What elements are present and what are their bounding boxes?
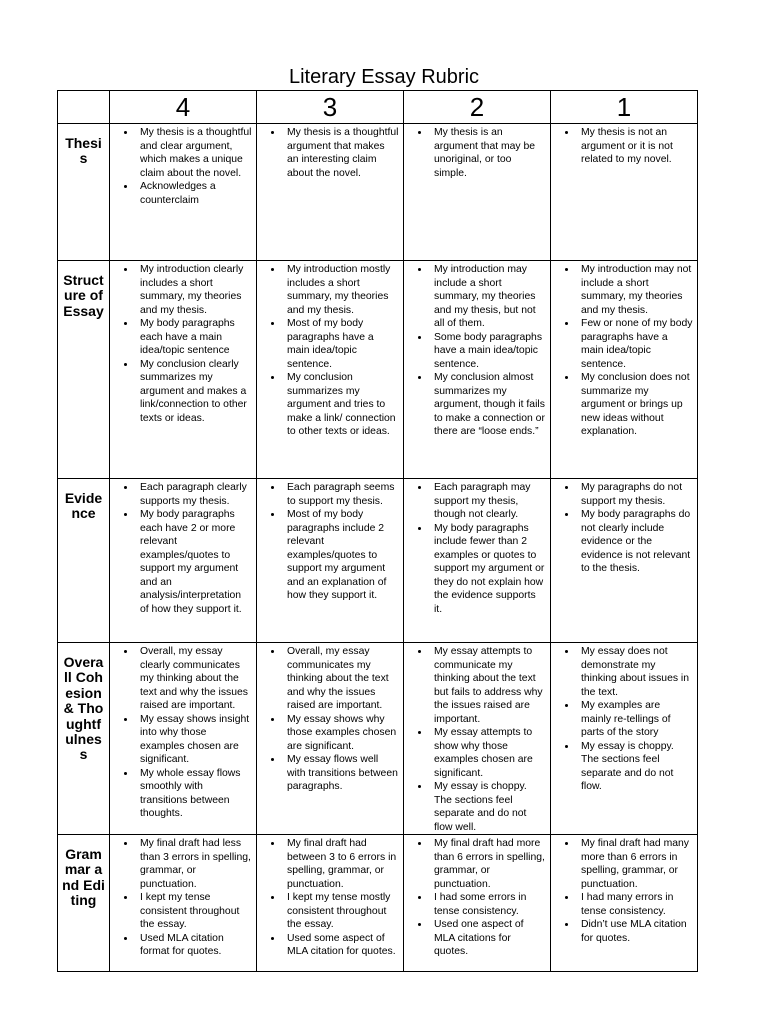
descriptor-item: • My final draft had between 3 to 6 errors in spelling, grammar, or punctuation. bbox=[283, 837, 399, 891]
rubric-cell-score-1 bbox=[551, 479, 698, 643]
rubric-cell-score-1 bbox=[551, 835, 698, 972]
score-header-1: 1 bbox=[551, 91, 698, 124]
descriptor-item: • Overall, my essay clearly communicates my thinking about the text and why the issues raised are important. bbox=[136, 645, 252, 713]
criterion-label: Grammar and Editing bbox=[58, 835, 110, 972]
descriptor-list bbox=[404, 643, 550, 834]
descriptor-item: • My body paragraphs do not clearly include evidence or the evidence is not relevant to the thesis. bbox=[577, 508, 693, 576]
page-title: Literary Essay Rubric bbox=[288, 66, 480, 88]
descriptor-item: • My whole essay flows smoothly with transitions between thoughts. bbox=[136, 767, 252, 821]
descriptor-list bbox=[257, 261, 403, 439]
descriptor-item: • My paragraphs do not support my thesis. bbox=[577, 481, 693, 508]
descriptor-item: • Each paragraph may support my thesis, though not clearly. bbox=[430, 481, 546, 522]
descriptor-item: • Few or none of my body paragraphs have a main idea/topic sentence. bbox=[577, 317, 693, 371]
rubric-cell-score-1 bbox=[551, 261, 698, 479]
descriptor-list bbox=[257, 643, 403, 794]
descriptor-list bbox=[257, 479, 403, 603]
descriptor-item: • My thesis is a thoughtful and clear argument, which makes a unique claim about the novel. bbox=[136, 126, 252, 180]
descriptor-list bbox=[404, 124, 550, 180]
rubric-body bbox=[58, 124, 698, 972]
descriptor-list bbox=[110, 261, 256, 425]
descriptor-item: • My final draft had less than 3 errors in spelling, grammar, or punctuation. bbox=[136, 837, 252, 891]
rubric-cell-score-3 bbox=[257, 643, 404, 835]
rubric-cell-score-2 bbox=[404, 835, 551, 972]
descriptor-item: • My thesis is not an argument or it is not related to my novel. bbox=[577, 126, 693, 167]
descriptor-item: • My conclusion clearly summarizes my argument and makes a link/connection to other texts or ideas. bbox=[136, 358, 252, 426]
rubric-table bbox=[57, 90, 698, 972]
descriptor-item: • Some body paragraphs have a main idea/topic sentence. bbox=[430, 331, 546, 372]
rubric-row-thesis bbox=[58, 124, 698, 261]
descriptor-item: • My body paragraphs each have a main idea/topic sentence bbox=[136, 317, 252, 358]
descriptor-item: • My body paragraphs include fewer than 2 examples or quotes to support my argument or they do not explain how the evidence supports it. bbox=[430, 522, 546, 617]
descriptor-item: • Each paragraph seems to support my thesis. bbox=[283, 481, 399, 508]
descriptor-item: • My introduction may include a short summary, my theories and my thesis, but not all of them. bbox=[430, 263, 546, 331]
rubric-cell-score-3 bbox=[257, 835, 404, 972]
criterion-label: Thesis bbox=[58, 124, 110, 261]
rubric-row-evidence bbox=[58, 479, 698, 643]
rubric-cell-score-3 bbox=[257, 124, 404, 261]
rubric-cell-score-4 bbox=[110, 261, 257, 479]
descriptor-item: • I had some errors in tense consistency. bbox=[430, 891, 546, 918]
descriptor-item: • My essay is choppy. The sections feel separate and do not flow. bbox=[577, 740, 693, 794]
descriptor-list bbox=[110, 643, 256, 821]
descriptor-item: • My thesis is a thoughtful argument that makes an interesting claim about the novel. bbox=[283, 126, 399, 180]
descriptor-item: • My thesis is an argument that may be unoriginal, or too simple. bbox=[430, 126, 546, 180]
descriptor-item: • My essay shows why those examples chosen are significant. bbox=[283, 713, 399, 754]
rubric-cell-score-2 bbox=[404, 124, 551, 261]
descriptor-list bbox=[404, 835, 550, 959]
descriptor-item: • Each paragraph clearly supports my thesis. bbox=[136, 481, 252, 508]
rubric-cell-score-1 bbox=[551, 643, 698, 835]
descriptor-item: • My essay does not demonstrate my thinking about issues in the text. bbox=[577, 645, 693, 699]
corner-cell bbox=[58, 91, 110, 124]
descriptor-item: • My introduction may not include a short summary, my theories and my thesis. bbox=[577, 263, 693, 317]
descriptor-list bbox=[110, 835, 256, 959]
descriptor-list bbox=[110, 124, 256, 207]
descriptor-list bbox=[551, 835, 697, 945]
criterion-label: Structure of Essay bbox=[58, 261, 110, 479]
rubric-cell-score-3 bbox=[257, 261, 404, 479]
descriptor-item: • My essay attempts to show why those examples chosen are significant. bbox=[430, 726, 546, 780]
rubric-cell-score-1 bbox=[551, 124, 698, 261]
descriptor-item: • My body paragraphs each have 2 or more relevant examples/quotes to support my argument and an analysis/interpretation of how they support it. bbox=[136, 508, 252, 616]
rubric-cell-score-2 bbox=[404, 261, 551, 479]
descriptor-item: • Most of my body paragraphs include 2 relevant examples/quotes to support my argument and an explanation of how they support it. bbox=[283, 508, 399, 603]
descriptor-item: • My conclusion almost summarizes my argument, though it fails to make a connection or there are “loose ends.” bbox=[430, 371, 546, 439]
descriptor-item: • Most of my body paragraphs have a main idea/topic sentence. bbox=[283, 317, 399, 371]
rubric-cell-score-4 bbox=[110, 643, 257, 835]
descriptor-item: • My essay attempts to communicate my thinking about the text but fails to address why the issues raised are important. bbox=[430, 645, 546, 726]
descriptor-item: • I had many errors in tense consistency. bbox=[577, 891, 693, 918]
descriptor-list bbox=[110, 479, 256, 616]
rubric-cell-score-3 bbox=[257, 479, 404, 643]
descriptor-item: • My conclusion does not summarize my argument or brings up new ideas without explanation. bbox=[577, 371, 693, 439]
descriptor-list bbox=[404, 479, 550, 616]
descriptor-list bbox=[404, 261, 550, 439]
descriptor-item: • My introduction mostly includes a short summary, my theories and my thesis. bbox=[283, 263, 399, 317]
descriptor-item: • My introduction clearly includes a short summary, my theories and my thesis. bbox=[136, 263, 252, 317]
score-header-row bbox=[58, 91, 698, 124]
descriptor-list bbox=[257, 124, 403, 180]
descriptor-item: • Overall, my essay communicates my thinking about the text and why the issues raised are important. bbox=[283, 645, 399, 713]
rubric-row-grammar bbox=[58, 835, 698, 972]
descriptor-item: • My final draft had many more than 6 errors in spelling, grammar, or punctuation. bbox=[577, 837, 693, 891]
rubric-cell-score-4 bbox=[110, 835, 257, 972]
rubric-cell-score-4 bbox=[110, 124, 257, 261]
descriptor-item: • I kept my tense mostly consistent throughout the essay. bbox=[283, 891, 399, 932]
descriptor-item: • Used some aspect of MLA citation for quotes. bbox=[283, 932, 399, 959]
score-header-2: 2 bbox=[404, 91, 551, 124]
descriptor-item: • I kept my tense consistent throughout the essay. bbox=[136, 891, 252, 932]
criterion-label: Overall Cohesion & Thoughtfulness bbox=[58, 643, 110, 835]
rubric-row-cohesion bbox=[58, 643, 698, 835]
descriptor-list bbox=[551, 479, 697, 576]
score-header-3: 3 bbox=[257, 91, 404, 124]
descriptor-item: • My essay shows insight into why those examples chosen are significant. bbox=[136, 713, 252, 767]
descriptor-list bbox=[551, 261, 697, 439]
rubric-cell-score-2 bbox=[404, 643, 551, 835]
descriptor-list bbox=[257, 835, 403, 959]
descriptor-item: • Used one aspect of MLA citations for quotes. bbox=[430, 918, 546, 959]
descriptor-item: • My conclusion summarizes my argument and tries to make a link/ connection to other texts or ideas. bbox=[283, 371, 399, 439]
rubric-row-structure bbox=[58, 261, 698, 479]
descriptor-item: • Didn’t use MLA citation for quotes. bbox=[577, 918, 693, 945]
descriptor-item: • My essay flows well with transitions between paragraphs. bbox=[283, 753, 399, 794]
descriptor-item: • Acknowledges a counterclaim bbox=[136, 180, 252, 207]
descriptor-list bbox=[551, 643, 697, 794]
descriptor-item: • My final draft had more than 6 errors in spelling, grammar, or punctuation. bbox=[430, 837, 546, 891]
descriptor-item: • Used MLA citation format for quotes. bbox=[136, 932, 252, 959]
criterion-label: Evidence bbox=[58, 479, 110, 643]
rubric-cell-score-2 bbox=[404, 479, 551, 643]
rubric-cell-score-4 bbox=[110, 479, 257, 643]
descriptor-item: • My examples are mainly re-tellings of parts of the story bbox=[577, 699, 693, 740]
descriptor-list bbox=[551, 124, 697, 167]
score-header-4: 4 bbox=[110, 91, 257, 124]
descriptor-item: • My essay is choppy. The sections feel separate and do not flow well. bbox=[430, 780, 546, 834]
